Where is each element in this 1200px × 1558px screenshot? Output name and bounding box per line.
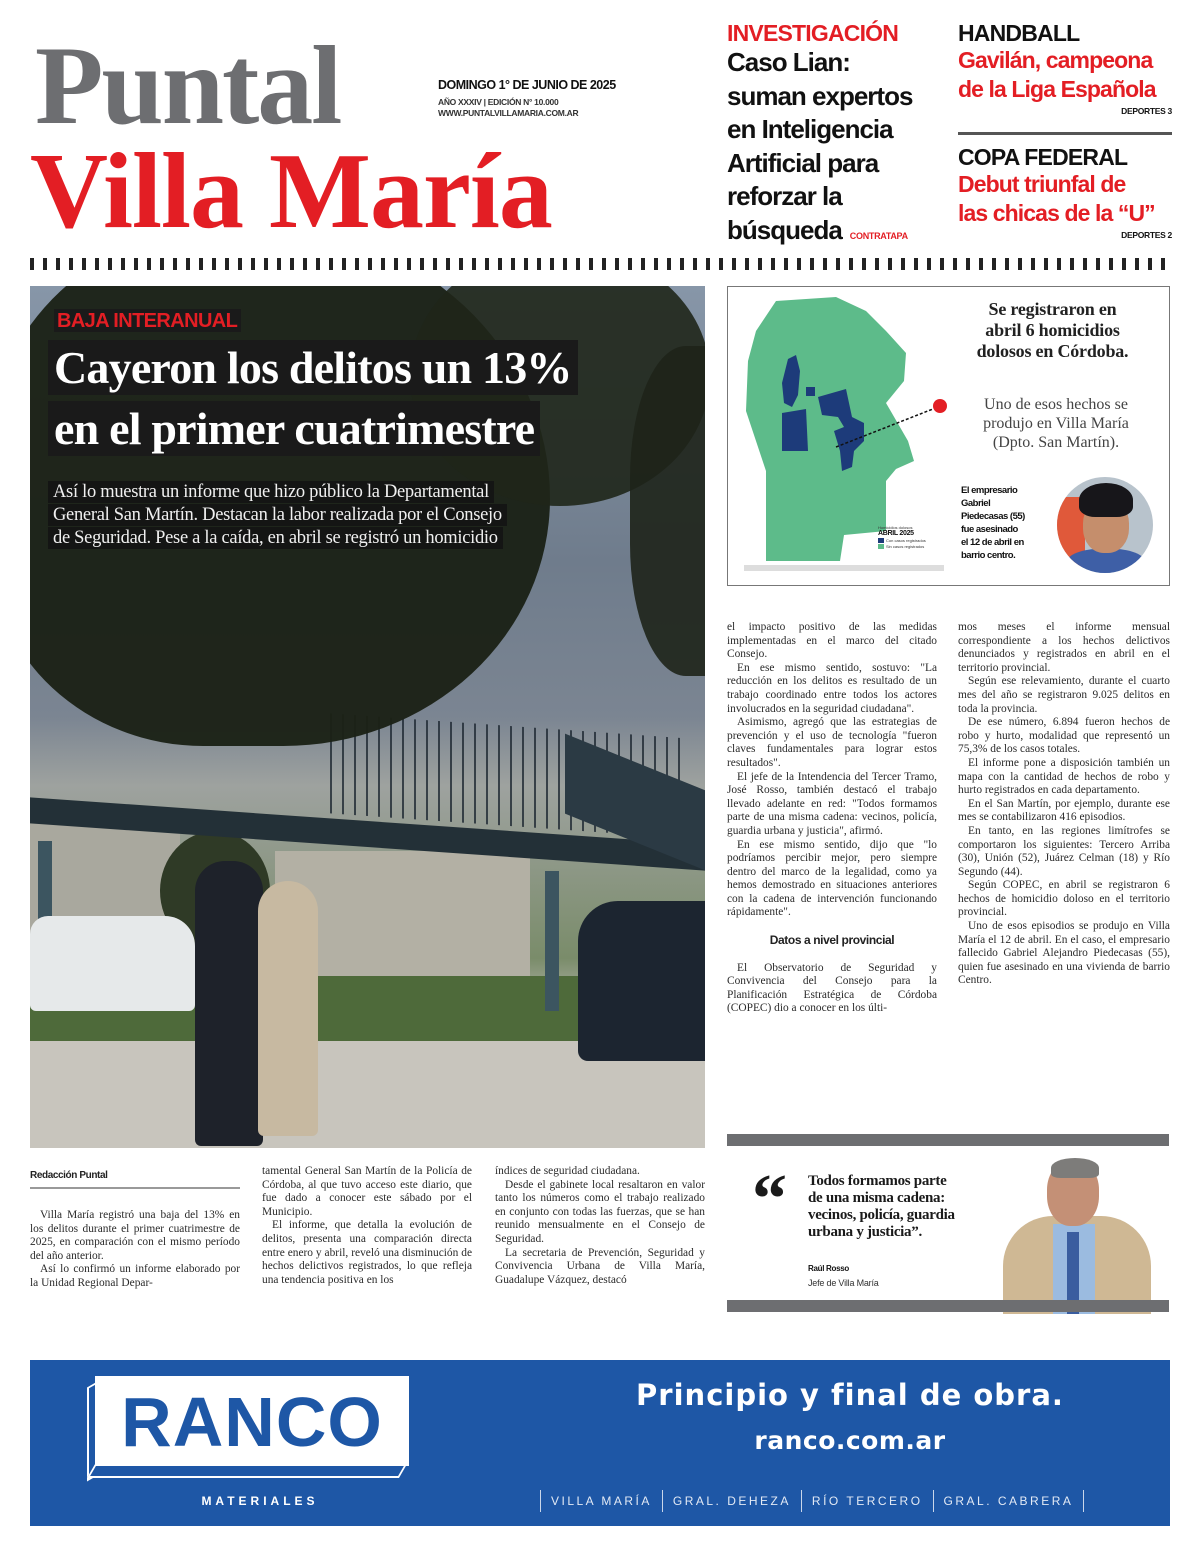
quote-line: Todos formamos parte (808, 1173, 947, 1189)
dashed-leader (836, 407, 938, 447)
quote-line: de una misma cadena: (808, 1190, 945, 1206)
headline-line: de la Liga Española (958, 76, 1156, 103)
headline-line: Gavilán, campeona (958, 47, 1153, 74)
edition-info (438, 78, 638, 118)
dashed-ruler-divider (30, 258, 1172, 270)
newspaper-logo-puntal[interactable]: Puntal (35, 24, 341, 148)
ranco-advertisement[interactable] (30, 1360, 1170, 1526)
photo-man-walking (195, 861, 263, 1146)
legend-period: ABRIL 2025 (878, 530, 914, 537)
headline-line: las chicas de la “U” (958, 200, 1155, 227)
lead-kicker (54, 309, 241, 332)
teaser-investigacion[interactable] (727, 20, 942, 253)
article-paragraph: De ese número, 6.894 fueron hechos de robo y hurto, modalidad que representó un 75,3% de los casos totales. (958, 716, 1170, 756)
headline-line: reforzar la (727, 181, 842, 212)
byline: Redacción Puntal (30, 1170, 108, 1181)
ad-url-link[interactable]: ranco.com.ar (754, 1426, 946, 1455)
edition-date: DOMINGO 1° DE JUNIO DE 2025 (438, 78, 616, 92)
infographic-subtitle (956, 395, 1156, 452)
article-paragraph: Villa María registró una baja del 13% en los delitos durante el primer cuatrimestre de 2025, en comparación con el mismo período del año anterior. (30, 1209, 240, 1262)
teaser-kicker: HANDBALL (958, 20, 1080, 46)
lead-kicker-text: BAJA INTERANUAL (57, 310, 238, 332)
photo-pillar (545, 871, 559, 1011)
article-column (727, 621, 937, 1016)
branch-item: RÍO TERCERO (811, 1494, 923, 1508)
dek-line: Así lo muestra un informe que hizo público la Departamental (48, 481, 494, 503)
article-paragraph: Uno de esos episodios se produjo en Villa María el 12 de abril. En el caso, el empresario fallecido Gabriel Alejandro Piedecasas (55), quien fue asesinado en una vivienda de barrio Centro. (958, 920, 1170, 987)
caption-line: Piedecasas (55) (961, 511, 1025, 522)
article-paragraph: El jefe de la Intendencia del Tercer Tramo, José Rosso, también destacó el trabajo llevado adelante en red: "Todos formamos parte de una misma cadena: vecinos, policía, guardia urbana y justicia", afirmó. (727, 770, 937, 837)
teaser-kicker: INVESTIGACIÓN (727, 20, 899, 46)
lead-dek (48, 481, 638, 550)
masthead (30, 20, 710, 250)
sub-line: Uno de esos hechos se (984, 396, 1128, 413)
section-ref[interactable]: CONTRATAPA (849, 230, 908, 241)
location-marker-icon (933, 399, 947, 413)
article-paragraph: el impacto positivo de las medidas implementadas en el marco del citado Consejo. (727, 621, 937, 661)
article-paragraph: El Observatorio de Seguridad y Convivencia del Consejo para la Planificación Estratégica de Córdoba (COPEC) dio a conocer en los últi- (727, 961, 937, 1015)
article-paragraph: Según ese relevamiento, durante el cuarto mes del año se registraron 9.025 delitos en toda la provincia. (958, 675, 1170, 715)
article-column (30, 1209, 240, 1291)
article-paragraph: El informe pone a disposición también un mapa con la cantidad de hechos de robo y hurto registrados en cada departamento. (958, 756, 1170, 797)
byline-rule (30, 1187, 240, 1189)
teaser-kicker: COPA FEDERAL (958, 144, 1128, 170)
dek-line: de Seguridad. Pese a la caída, en abril se registró un homicidio (48, 527, 503, 549)
article-paragraph: En tanto, en las regiones limítrofes se comportaron los siguientes: Tercero Arriba (30), Unión (52), Juárez Celman (18) y Río Segundo (44). (958, 824, 1170, 878)
teaser-handball[interactable] (958, 20, 1172, 116)
branch-item: GRAL. DEHEZA (672, 1494, 791, 1508)
article-subhead: Datos a nivel provincial (769, 933, 895, 948)
legend-label: Con casos registrados (886, 538, 926, 543)
title-line: abril 6 homicidios (985, 320, 1120, 340)
article-column (262, 1165, 472, 1287)
photo-woman-walking (258, 881, 318, 1136)
caption-line: barrio centro. (961, 550, 1016, 561)
quote-bar-top (727, 1134, 1169, 1146)
quote-author: Raúl Rosso (808, 1264, 850, 1273)
article-paragraph: En ese mismo sentido, dijo que "lo podríamos percibir mejor, pero siempre dentro del marco de la legalidad, como ya hemos demostrado en situaciones anteriores con la cadena de intervención funcionando rápidamente". (727, 838, 937, 919)
edition-issue: AÑO XXXIV | EDICIÓN N° 10.000 (438, 97, 559, 107)
headline-line-text: búsqueda (727, 214, 842, 245)
legend-label: Sin casos registrados (886, 544, 925, 549)
teaser-copa-federal[interactable] (958, 144, 1172, 240)
quote-line: urbana y justicia”. (808, 1224, 922, 1240)
sub-line: (Dpto. San Martín). (992, 434, 1120, 451)
teaser-headline (958, 170, 1172, 228)
victim-portrait[interactable] (1057, 477, 1153, 573)
headline-line: Debut triunfal de (958, 171, 1126, 198)
newspaper-logo-villa-maria[interactable]: Villa María (30, 132, 552, 251)
quote-author-role: Jefe de Villa María (808, 1278, 879, 1288)
article-paragraph: Así lo confirmó un informe elaborado por la Unidad Regional Depar- (30, 1263, 240, 1289)
victim-caption (961, 484, 1051, 562)
headline-line: suman expertos (727, 80, 913, 111)
article-paragraph: tamental General San Martín de la Policía de Córdoba, al que tuvo acceso este diario, que fue dado a conocer este sábado por el Municipio. (262, 1165, 472, 1218)
title-line: Se registraron en (988, 299, 1117, 319)
branch-separator (1083, 1490, 1084, 1512)
headline-line (727, 214, 942, 254)
caption-line: Gabriel (961, 498, 991, 509)
edition-website[interactable]: WWW.PUNTALVILLAMARIA.COM.AR (438, 108, 579, 118)
branch-item: GRAL. CABRERA (943, 1494, 1074, 1508)
pull-quote (808, 1173, 988, 1241)
headline-line: Cayeron los delitos un 13% (48, 340, 578, 395)
branch-item: VILLA MARÍA (551, 1494, 652, 1508)
logo-wordmark: RANCO (121, 1383, 383, 1461)
article-paragraph: Asimismo, agregó que las estrategias de prevención y el uso de tecnología "fueron claves fundamentales para lograr estos resultados". (727, 716, 937, 769)
caption-line: el 12 de abril en (961, 537, 1024, 548)
caption-line: fue asesinado (961, 524, 1018, 535)
infographic-title (950, 299, 1155, 362)
headline-line: en Inteligencia (727, 114, 893, 145)
quote-line: vecinos, policía, guardia (808, 1207, 955, 1223)
quote-bar-bottom (727, 1300, 1169, 1312)
article-paragraph: mos meses el informe mensual correspondiente a los hechos delictivos denunciados y registrados en abril en el territorio provincial. (958, 621, 1170, 674)
article-paragraph: Desde el gabinete local resaltaron en valor tanto los números como el trabajo realizado en conjunto con todas las fuerzas, que se han reunido mensualmente en el Consejo de Seguridad. (495, 1178, 705, 1245)
brand-subtitle: MATERIALES (201, 1494, 319, 1508)
speaker-hair (1051, 1158, 1099, 1178)
article-paragraph: La secretaria de Prevención, Seguridad y Convivencia Urbana de Villa María, Guadalupe Vázquez, destacó (495, 1246, 705, 1286)
speaker-photo[interactable] (995, 1158, 1155, 1314)
lead-headline[interactable] (48, 340, 688, 462)
ad-slogan: Principio y final de obra. (636, 1378, 1064, 1412)
quote-mark-icon: “ (752, 1161, 787, 1238)
article-column (495, 1165, 705, 1287)
teaser-headline (727, 46, 942, 253)
homicide-infographic (727, 286, 1170, 586)
branch-list (540, 1490, 1084, 1512)
teaser-divider (958, 132, 1172, 135)
teaser-headline (958, 46, 1172, 104)
headline-line: Caso Lian: (727, 47, 850, 78)
section-ref[interactable]: DEPORTES 3 (1121, 106, 1172, 117)
headline-line: en el primer cuatrimestre (48, 401, 540, 456)
title-line: dolosos en Córdoba. (976, 341, 1129, 361)
dek-line: General San Martín. Destacan la labor realizada por el Consejo (48, 504, 507, 526)
headline-line: Artificial para (727, 147, 879, 178)
article-paragraph: En el San Martín, por ejemplo, durante ese mes se contabilizaron 416 episodios. (958, 797, 1170, 824)
article-paragraph: Según COPEC, en abril se registraron 6 hechos de homicidio doloso en el territorio provincial. (958, 879, 1170, 919)
caption-line: El empresario (961, 485, 1018, 496)
article-column (958, 621, 1170, 988)
article-paragraph: En ese mismo sentido, sostuvo: "La reducción en los delitos es resultado de un trabajo coordinado entre todos los actores involucrados en la seguridad ciudadana". (727, 661, 937, 715)
photo-dark-car (578, 901, 705, 1061)
portrait-hair (1079, 483, 1133, 517)
logo-3d-bottom (87, 1464, 407, 1478)
photo-white-car (30, 916, 195, 1011)
article-paragraph: El informe, que detalla la evolución de delitos, presenta una comparación directa entre enero y abril, reveló una disminución de hechos delictivos registrados, lo que refleja una tendencia positiva en los (262, 1219, 472, 1286)
section-ref[interactable]: DEPORTES 2 (1121, 230, 1172, 241)
legend-title: Homicidios dolosos (878, 525, 913, 530)
article-paragraph: índices de seguridad ciudadana. (495, 1165, 640, 1177)
ranco-logo (87, 1376, 409, 1484)
sub-line: produjo en Villa María (983, 415, 1129, 432)
